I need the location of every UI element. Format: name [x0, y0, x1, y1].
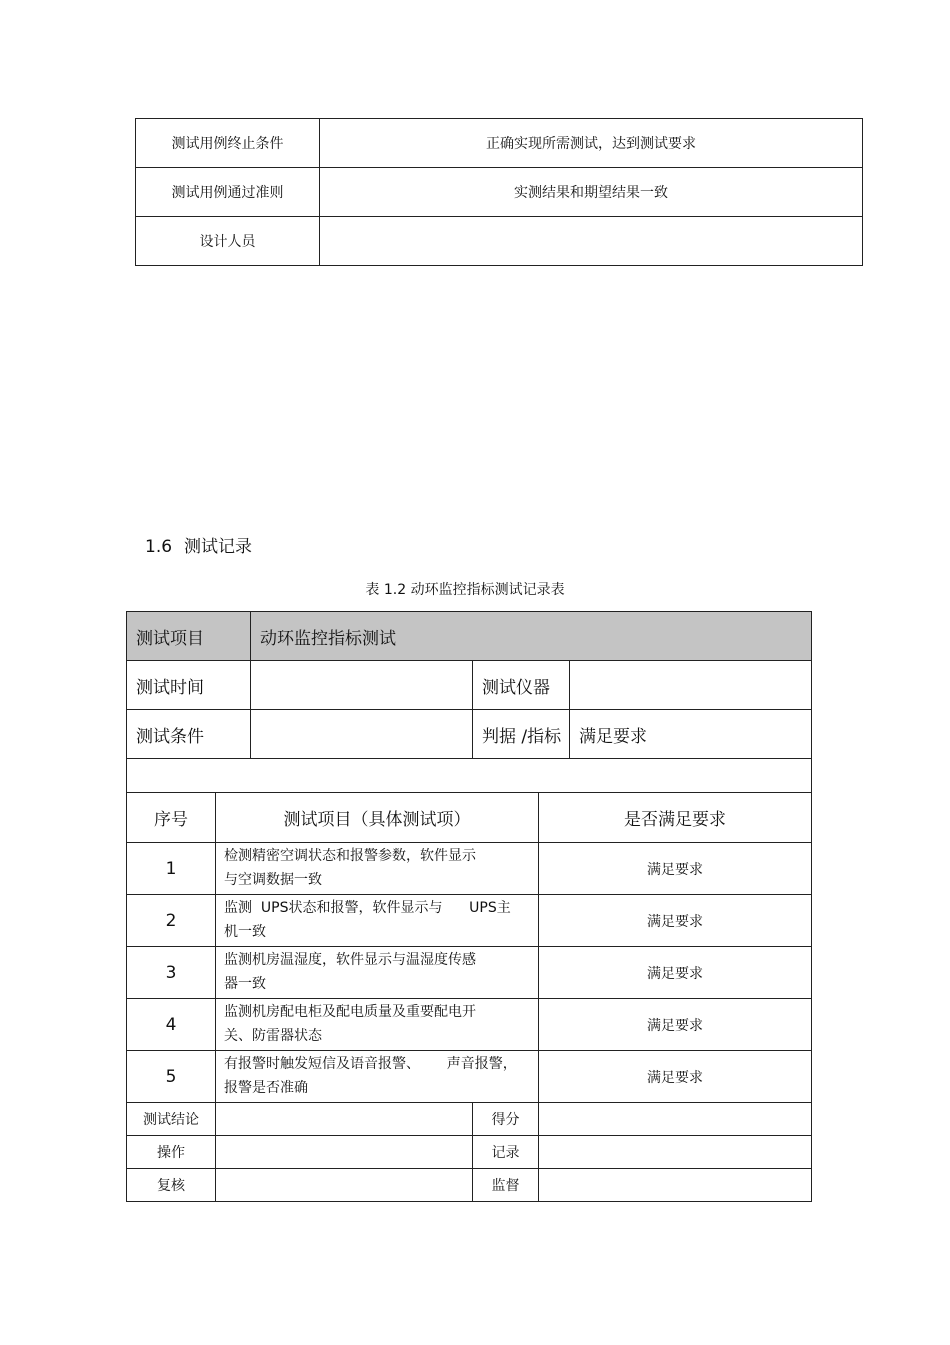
record-value [539, 1136, 812, 1169]
designer-value [320, 217, 863, 266]
termination-value: 正确实现所需测试，达到测试要求 [320, 119, 863, 168]
table-row [127, 1169, 812, 1202]
item-description [216, 895, 539, 947]
termination-label: 测试用例终止条件 [136, 119, 320, 168]
item-description-line: 监测机房温湿度，软件显示与温湿度传感 [224, 952, 476, 968]
item-description-line: 报警是否准确 [224, 1080, 308, 1096]
table-row [127, 759, 812, 793]
test-time-label: 测试时间 [127, 661, 251, 710]
operate-label: 操作 [127, 1136, 216, 1169]
table-row [127, 1136, 812, 1169]
table-row [127, 843, 812, 895]
item-seq: 1 [127, 843, 216, 895]
item-description-line: 器一致 [224, 976, 266, 992]
supervise-label: 监督 [473, 1169, 539, 1202]
item-result: 满足要求 [539, 999, 812, 1051]
item-description [216, 843, 539, 895]
table-row [127, 710, 812, 759]
item-result: 满足要求 [539, 895, 812, 947]
conclusion-value [216, 1103, 473, 1136]
test-case-table [135, 118, 863, 266]
table-row [136, 119, 863, 168]
section-number: 1.6 [145, 537, 173, 557]
criteria-value: 满足要求 [570, 710, 812, 759]
item-result: 满足要求 [539, 843, 812, 895]
table-row [127, 1051, 812, 1103]
item-description [216, 999, 539, 1051]
item-description-line: 有报警时触发短信及语音报警、 声音报警， [224, 1056, 517, 1072]
test-item-label: 测试项目 [127, 612, 251, 661]
score-label: 得分 [473, 1103, 539, 1136]
item-seq: 3 [127, 947, 216, 999]
criteria-label: 判据 /指标 [473, 710, 570, 759]
item-seq: 4 [127, 999, 216, 1051]
table-row [127, 947, 812, 999]
test-time-value [251, 661, 473, 710]
item-description-line: 检测精密空调状态和报警参数，软件显示 [224, 848, 476, 864]
column-header-result: 是否满足要求 [539, 793, 812, 843]
designer-label: 设计人员 [136, 217, 320, 266]
item-result: 满足要求 [539, 1051, 812, 1103]
test-record-table [126, 611, 812, 1202]
pass-criteria-value: 实测结果和期望结果一致 [320, 168, 863, 217]
item-seq: 5 [127, 1051, 216, 1103]
section-title: 测试记录 [184, 537, 253, 557]
table-row [127, 661, 812, 710]
review-label: 复核 [127, 1169, 216, 1202]
score-value [539, 1103, 812, 1136]
table-row [127, 895, 812, 947]
record-label: 记录 [473, 1136, 539, 1169]
item-description-line: 监测机房配电柜及配电质量及重要配电开 [224, 1004, 476, 1020]
table-row [136, 168, 863, 217]
conclusion-label: 测试结论 [127, 1103, 216, 1136]
review-value [216, 1169, 473, 1202]
item-seq: 2 [127, 895, 216, 947]
test-instrument-label: 测试仪器 [473, 661, 570, 710]
table-row [127, 793, 812, 843]
table-caption: 表 1.2 动环监控指标测试记录表 [365, 582, 565, 598]
item-description [216, 1051, 539, 1103]
table-row [127, 1103, 812, 1136]
table-row [127, 999, 812, 1051]
item-description-line: 监测 UPS状态和报警，软件显示与 UPS主 [224, 900, 511, 916]
operate-value [216, 1136, 473, 1169]
blank-row [127, 759, 812, 793]
column-header-item: 测试项目（具体测试项） [216, 793, 539, 843]
test-instrument-value [570, 661, 812, 710]
column-header-seq: 序号 [127, 793, 216, 843]
pass-criteria-label: 测试用例通过准则 [136, 168, 320, 217]
item-description [216, 947, 539, 999]
test-condition-label: 测试条件 [127, 710, 251, 759]
supervise-value [539, 1169, 812, 1202]
section-heading [145, 532, 252, 557]
test-item-value: 动环监控指标测试 [251, 612, 812, 661]
item-description-line: 与空调数据一致 [224, 872, 322, 888]
item-result: 满足要求 [539, 947, 812, 999]
table-row [127, 612, 812, 661]
item-description-line: 机一致 [224, 924, 266, 940]
test-condition-value [251, 710, 473, 759]
item-description-line: 关、防雷器状态 [224, 1028, 322, 1044]
table-row [136, 217, 863, 266]
